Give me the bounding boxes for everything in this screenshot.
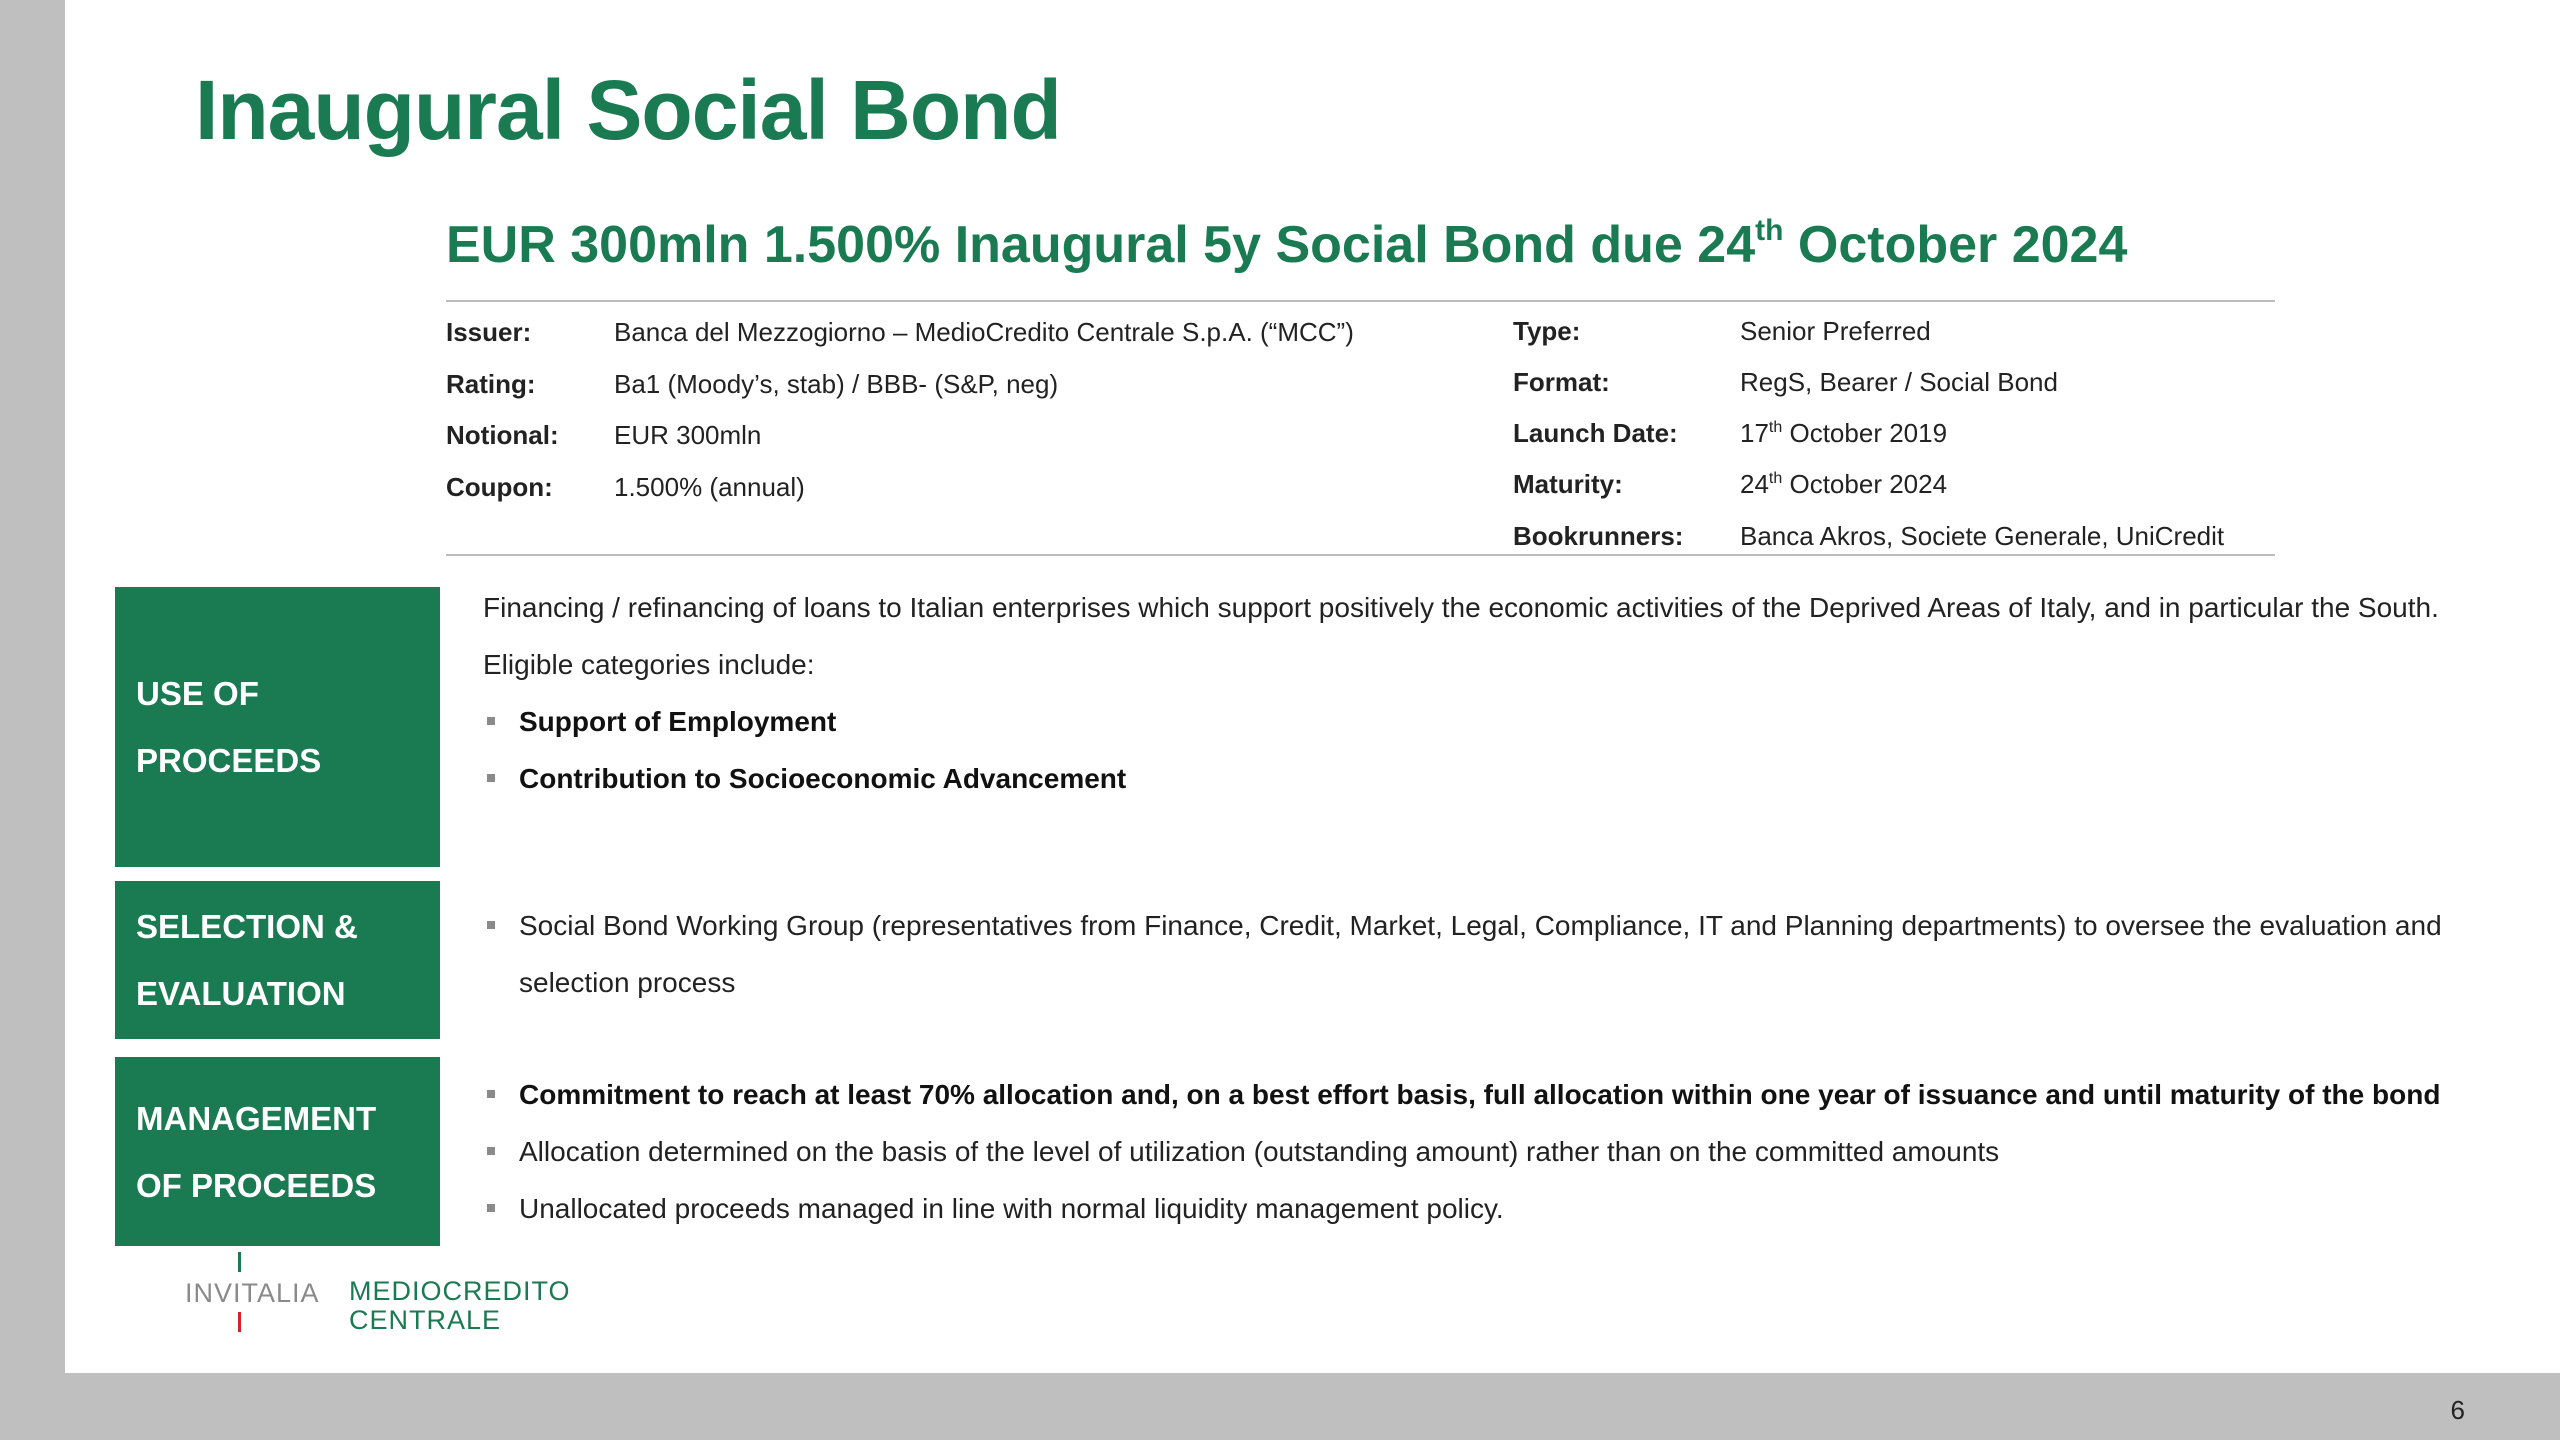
term-label: Launch Date: (1513, 418, 1678, 448)
terms-bottom-rule (446, 554, 2275, 556)
logo-line2: CENTRALE (349, 1305, 502, 1335)
term-value (1740, 418, 1947, 449)
list-item (483, 897, 2533, 1011)
bullet-text: Support of Employment (519, 706, 837, 737)
list-item (483, 750, 2533, 807)
bullet-text: Unallocated proceeds managed in line with normal liquidity management policy. (519, 1193, 1504, 1224)
section-label-line1: SELECTION & (136, 908, 358, 945)
selection-evaluation-content (483, 897, 2533, 1011)
term-label: Rating: (446, 369, 536, 399)
management-of-proceeds-header (115, 1057, 440, 1246)
logo-green-bar (238, 1252, 241, 1272)
term-value: Ba1 (Moody’s, stab) / BBB- (S&P, neg) (614, 369, 1059, 399)
company-logo (185, 1252, 605, 1335)
subtitle-superscript: th (1755, 214, 1784, 247)
page-number: 6 (2450, 1395, 2465, 1425)
term-value: Banca del Mezzogiorno – MedioCredito Centrale S.p.A. (“MCC”) (614, 317, 1354, 347)
term-value-rest: October 2019 (1782, 418, 1948, 448)
term-label: Coupon: (446, 472, 553, 502)
list-item (483, 1066, 2533, 1123)
logo-red-bar (238, 1312, 241, 1332)
logo-line1: MEDIOCREDITO (349, 1276, 571, 1306)
page-title: Inaugural Social Bond (195, 63, 1061, 157)
bullet-icon (487, 717, 495, 725)
term-value-sup: th (1768, 470, 1783, 487)
term-value: RegS, Bearer / Social Bond (1740, 367, 2058, 397)
bullet-icon (487, 1090, 495, 1098)
term-label: Format: (1513, 367, 1610, 397)
bullet-icon (487, 1204, 495, 1212)
term-value: EUR 300mln (614, 420, 762, 450)
term-label: Issuer: (446, 317, 532, 347)
list-item (483, 1123, 2533, 1180)
terms-top-rule (446, 300, 2275, 302)
list-item (483, 693, 2533, 750)
bullet-icon (487, 774, 495, 782)
management-of-proceeds-content (483, 1066, 2533, 1237)
use-of-proceeds-content (483, 579, 2533, 807)
bullet-icon (487, 1147, 495, 1155)
bullet-icon (487, 921, 495, 929)
slide (65, 0, 2560, 1373)
term-value-day: 24 (1740, 469, 1769, 499)
subtitle-text-end: October 2024 (1783, 216, 2128, 274)
bullet-text: Allocation determined on the basis of the level of utilization (outstanding amount) rather than on the committed amounts (519, 1136, 2000, 1167)
term-label: Type: (1513, 316, 1581, 346)
logo-invitalia-text: INVITALIA (185, 1278, 320, 1308)
section-label-line2: EVALUATION (136, 975, 346, 1012)
section-label-line1: MANAGEMENT (136, 1099, 377, 1137)
bullet-text: Commitment to reach at least 70% allocation and, on a best effort basis, full allocation within one year of issuance and until maturity of the bond (519, 1079, 2441, 1110)
logo-mediocredito-text (349, 1277, 571, 1335)
term-value: Banca Akros, Societe Generale, UniCredit (1740, 521, 2225, 551)
term-value-rest: October 2024 (1782, 469, 1948, 499)
term-value-day: 17 (1740, 418, 1769, 448)
use-of-proceeds-header (115, 587, 440, 867)
bullet-text: Social Bond Working Group (representatives from Finance, Credit, Market, Legal, Compliance, IT and Planning departments) to oversee the evaluation and selection process (519, 910, 2442, 998)
term-label: Maturity: (1513, 469, 1623, 499)
term-value: 1.500% (annual) (614, 472, 805, 502)
term-value: Senior Preferred (1740, 316, 1931, 346)
subtitle-text-main: EUR 300mln 1.500% Inaugural 5y Social Bond due 24 (446, 216, 1756, 274)
selection-evaluation-header (115, 881, 440, 1039)
term-value (1740, 469, 1947, 500)
term-value-sup: th (1768, 419, 1783, 436)
bond-subtitle (446, 215, 2346, 275)
term-label: Notional: (446, 420, 559, 450)
use-of-proceeds-intro: Financing / refinancing of loans to Italian enterprises which support positively the economic activities of the Deprived Areas of Italy, and in particular the South. (483, 592, 2439, 623)
section-label-line2: OF PROCEEDS (136, 1166, 377, 1204)
term-label: Bookrunners: (1513, 521, 1684, 551)
section-label: USE OF PROCEEDS (136, 675, 322, 779)
eligible-categories-label: Eligible categories include: (483, 649, 815, 680)
bullet-text: Contribution to Socioeconomic Advancement (519, 763, 1127, 794)
list-item (483, 1180, 2533, 1237)
